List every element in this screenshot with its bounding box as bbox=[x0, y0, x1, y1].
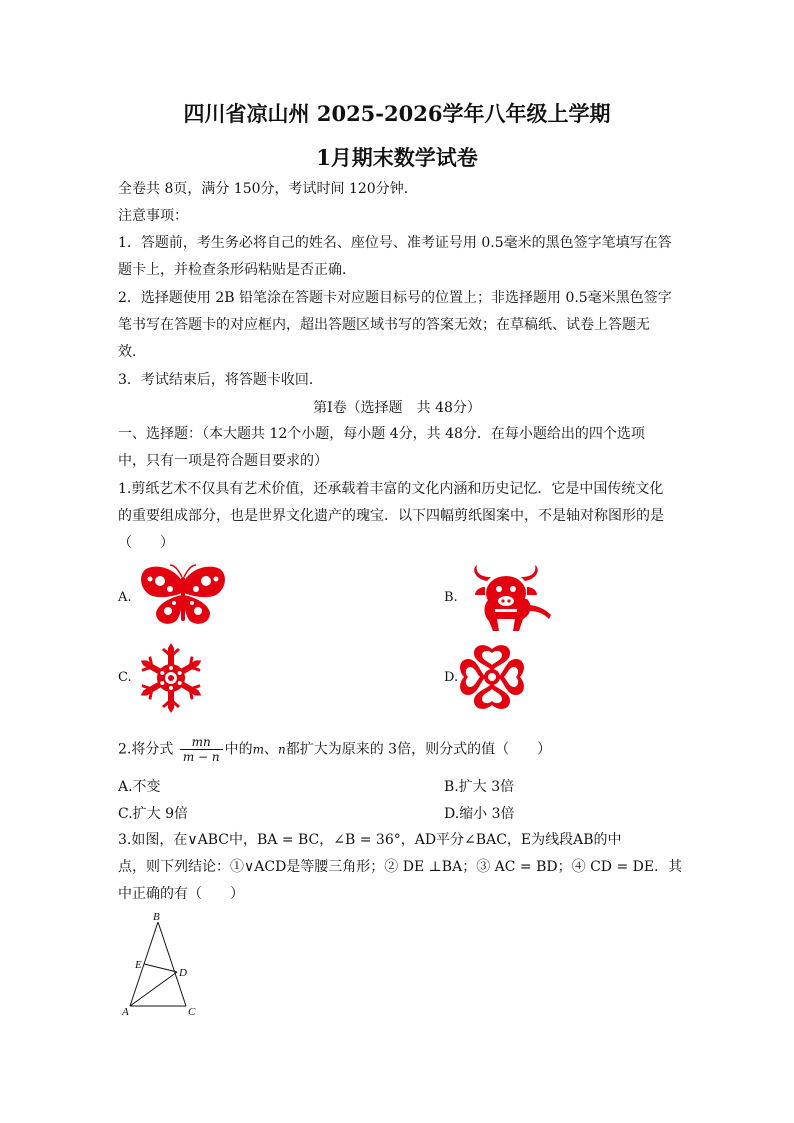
q2-option-a: A.不变 bbox=[118, 779, 161, 795]
option-d-label: D. bbox=[444, 670, 459, 685]
note-2-line-b: 笔书写在答题卡的对应框内，超出答题区域书写的答案无效；在草稿纸、试卷上答题无 bbox=[118, 317, 650, 333]
option-a-label: A. bbox=[118, 590, 132, 605]
question-2-prefix: 2.将分式 bbox=[118, 741, 174, 758]
fraction-numerator: mn bbox=[180, 735, 223, 750]
question-3-line-a: 3.如图，在∨ABC中，BA = BC，∠B = 36°，AD平分∠BAC，E为线段AB的中 bbox=[118, 832, 622, 848]
q2-option-b: B.扩大 3倍 bbox=[444, 779, 515, 795]
hearts-flower-papercut-image bbox=[456, 641, 528, 713]
snowflake-papercut-image bbox=[134, 641, 208, 715]
label-b: B bbox=[153, 911, 160, 923]
page-title-line2: 1月期末数学试卷 bbox=[316, 145, 478, 170]
note-3: 3．考试结束后，将答题卡收回． bbox=[118, 372, 323, 388]
page-title-line1: 四川省凉山州 2025-2026学年八年级上学期 bbox=[183, 101, 611, 126]
note-1-line-b: 题卡上，并检查条形码粘贴是否正确． bbox=[118, 262, 356, 278]
question-1-line-b: 的重要组成部分，也是世界文化遗产的瑰宝．以下四幅剪纸图案中，不是轴对称图形的是 bbox=[118, 508, 664, 524]
option-b-label: B. bbox=[444, 590, 458, 605]
note-2-line-a: 2．选择题使用 2B 铅笔涂在答题卡对应题目标号的位置上；非选择题用 0.5毫米黑色签字 bbox=[118, 290, 672, 306]
label-c: C bbox=[188, 1006, 196, 1018]
fraction bbox=[180, 735, 223, 764]
label-e: E bbox=[135, 959, 142, 971]
question-2-mid: 中的 bbox=[224, 741, 253, 758]
question-2-suffix: 都扩大为原来的 3倍，则分式的值（ ） bbox=[285, 741, 552, 758]
question-1-line-a: 1.剪纸艺术不仅具有艺术价值，还承载着丰富的文化内涵和历史记忆．它是中国传统文化 bbox=[118, 481, 664, 497]
q2-option-d: D.缩小 3倍 bbox=[444, 806, 515, 822]
question-2-stem bbox=[118, 735, 551, 764]
fraction-denominator: m − n bbox=[182, 750, 220, 764]
label-a: A bbox=[122, 1006, 129, 1018]
question-3-line-b: 点，则下列结论：①∨ACD是等腰三角形；② DE ⊥BA；③ AC = BD；④ CD = DE．其 bbox=[118, 859, 683, 875]
ox-papercut-image bbox=[465, 565, 557, 631]
question-1-line-c: （ ） bbox=[118, 535, 174, 551]
butterfly-papercut-image bbox=[136, 563, 230, 629]
var-n: n bbox=[278, 742, 286, 757]
triangle-figure bbox=[118, 908, 208, 1020]
section-heading-line-a: 一、选择题：（本大题共 12个小题，每小题 4分，共 48分．在每小题给出的四个选项 bbox=[118, 426, 645, 442]
note-2-line-c: 效． bbox=[118, 344, 146, 360]
question-3-line-c: 中正确的有（ ） bbox=[118, 886, 244, 902]
separator: 、 bbox=[264, 741, 278, 758]
exam-info: 全卷共 8页，满分 150分，考试时间 120分钟． bbox=[118, 181, 418, 197]
section-heading-line-b: 中，只有一项是符合题目要求的） bbox=[118, 453, 328, 469]
option-c-label: C. bbox=[118, 670, 132, 685]
note-1-line-a: 1．答题前，考生务必将自己的姓名、座位号、准考证号用 0.5毫米的黑色签字笔填写在答 bbox=[118, 235, 672, 251]
var-m: m bbox=[252, 742, 264, 757]
part-title: 第Ⅰ卷（选择题 共 48分） bbox=[313, 400, 481, 416]
label-d: D bbox=[179, 967, 187, 979]
notes-heading: 注意事项： bbox=[118, 208, 188, 224]
q2-option-c: C.扩大 9倍 bbox=[118, 806, 189, 822]
